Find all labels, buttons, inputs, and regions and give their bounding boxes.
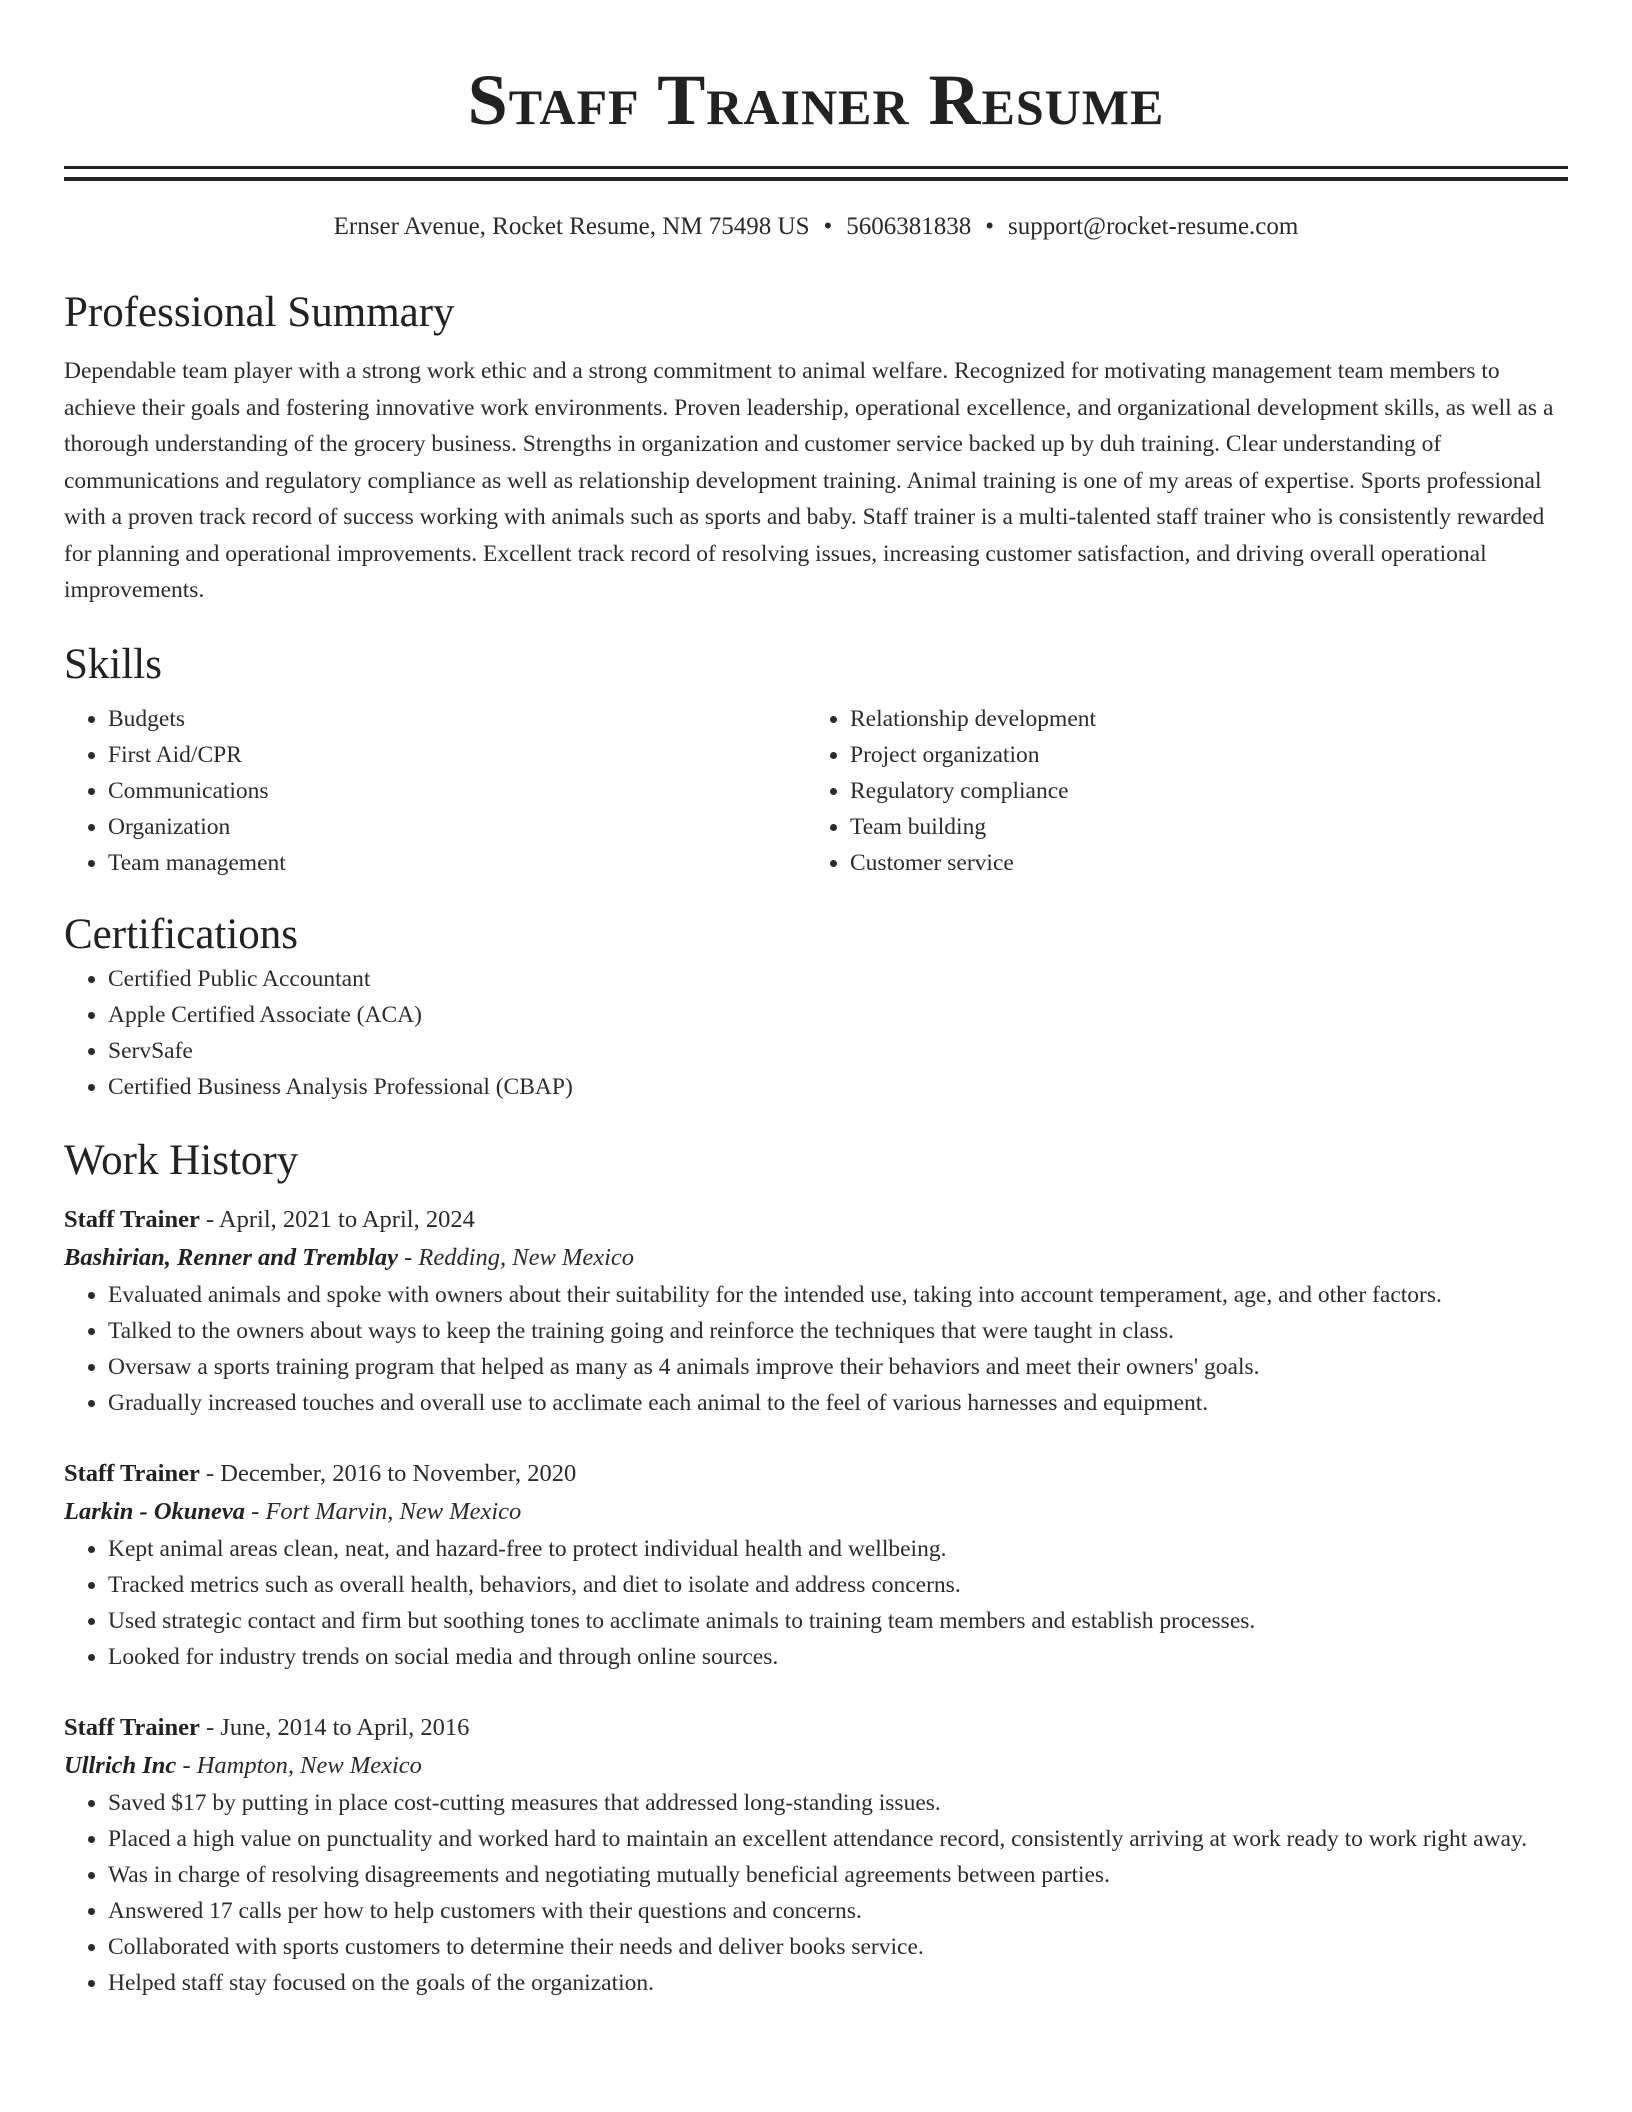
skills-list-left [64, 701, 806, 881]
skills-column-left [64, 701, 806, 881]
skill-item: • First Aid/CPR [108, 737, 806, 773]
skill-item: • Budgets [108, 701, 806, 737]
job-company: Larkin - Okuneva [64, 1497, 246, 1525]
certification-item: • Certified Business Analysis Professional (CBAP) [108, 1069, 1568, 1105]
job-entry [64, 1709, 1568, 2001]
skills-column-right [806, 701, 1548, 881]
skill-item: • Team management [108, 845, 806, 881]
job-title: Staff Trainer [64, 1205, 200, 1233]
job-title: Staff Trainer [64, 1459, 200, 1487]
job-company: Bashirian, Renner and Tremblay [64, 1243, 398, 1271]
job-duty-item: • Oversaw a sports training program that helped as many as 4 animals improve their behaviors and meet their owners' goals. [108, 1349, 1568, 1385]
job-dates: - June, 2014 to April, 2016 [199, 1713, 470, 1741]
job-duty-item: • Helped staff stay focused on the goals of the organization. [108, 1965, 1568, 2001]
contact-address: Ernser Avenue, Rocket Resume, NM 75498 US [333, 213, 810, 240]
job-duty-item: • Evaluated animals and spoke with owners about their suitability for the intended use, taking into account temperament, age, and other factors. [108, 1277, 1568, 1313]
work-history-heading: Work History [64, 1136, 299, 1184]
job-duty-item: • Tracked metrics such as overall health, behaviors, and diet to isolate and address concerns. [108, 1567, 1568, 1603]
job-duty-item: • Answered 17 calls per how to help customers with their questions and concerns. [108, 1893, 1568, 1929]
summary-heading: Professional Summary [64, 289, 455, 336]
skill-item: • Relationship development [850, 701, 1548, 737]
summary-text: Dependable team player with a strong work ethic and a strong commitment to animal welfare. Recognized for motivating management team members to achieve their goals and fostering innovative work environments. Proven leadership, operational excellence, and organizational development skills, as well as a thorough understanding of the grocery business. Strengths in organization and customer service backed up by duh training. Clear understanding of communications and regulatory compliance as well as relationship development training. Animal training is one of my areas of expertise. Sports professional with a proven track record of success working with animals such as sports and baby. Staff trainer is a multi-talented staff trainer who is consistently rewarded for planning and operational improvements. Excellent track record of resolving issues, increasing customer satisfaction, and driving overall operational improvements. [64, 358, 1554, 603]
skill-item: • Project organization [850, 737, 1548, 773]
contact-separator: • [985, 213, 995, 240]
job-company-line [64, 1239, 1568, 1277]
job-duty-item: • Kept animal areas clean, neat, and hazard-free to protect individual health and wellbeing. [108, 1531, 1568, 1567]
job-company: Ullrich Inc [64, 1751, 177, 1779]
skill-item: • Team building [850, 809, 1548, 845]
job-duty-item: • Saved $17 by putting in place cost-cutting measures that addressed long-standing issues. [108, 1785, 1568, 1821]
certifications-heading: Certifications [64, 910, 299, 958]
skill-item: • Customer service [850, 845, 1548, 881]
job-entry [64, 1201, 1568, 1421]
certifications-list [64, 961, 1568, 1105]
job-location: - Redding, New Mexico [397, 1243, 635, 1271]
job-duties-list [64, 1785, 1568, 2001]
skills-list-right [806, 701, 1548, 881]
resume-title: Staff Trainer Resume [467, 60, 1165, 140]
job-location: - Fort Marvin, New Mexico [245, 1497, 522, 1525]
contact-phone: 5606381838 [846, 213, 972, 240]
job-title: Staff Trainer [64, 1713, 200, 1741]
certification-item: • Apple Certified Associate (ACA) [108, 997, 1568, 1033]
job-title-line [64, 1201, 1568, 1239]
job-entry [64, 1455, 1568, 1675]
job-company-line [64, 1747, 1568, 1785]
job-duty-item: • Gradually increased touches and overall use to acclimate each animal to the feel of various harnesses and equipment. [108, 1385, 1568, 1421]
job-duty-item: • Placed a high value on punctuality and worked hard to maintain an excellent attendance record, consistently arriving at work ready to work right away. [108, 1821, 1568, 1857]
skills-grid [64, 701, 1568, 881]
job-duty-item: • Was in charge of resolving disagreements and negotiating mutually beneficial agreements between parties. [108, 1857, 1568, 1893]
skill-item: • Communications [108, 773, 806, 809]
skill-item: • Regulatory compliance [850, 773, 1548, 809]
contact-email: support@rocket-resume.com [1008, 213, 1299, 240]
job-location: - Hampton, New Mexico [176, 1751, 422, 1779]
job-title-line [64, 1709, 1568, 1747]
certification-item: • ServSafe [108, 1033, 1568, 1069]
contact-separator: • [823, 213, 833, 240]
job-company-line [64, 1493, 1568, 1531]
skill-item: • Organization [108, 809, 806, 845]
certification-item: • Certified Public Accountant [108, 961, 1568, 997]
job-title-line [64, 1455, 1568, 1493]
title-divider [64, 166, 1568, 181]
job-dates: - December, 2016 to November, 2020 [199, 1459, 577, 1487]
job-duty-item: • Collaborated with sports customers to determine their needs and deliver books service. [108, 1929, 1568, 1965]
job-duty-item: • Talked to the owners about ways to keep the training going and reinforce the techniques that were taught in class. [108, 1313, 1568, 1349]
job-duties-list [64, 1277, 1568, 1421]
job-duty-item: • Looked for industry trends on social media and through online sources. [108, 1639, 1568, 1675]
job-duty-item: • Used strategic contact and firm but soothing tones to acclimate animals to training team members and establish processes. [108, 1603, 1568, 1639]
job-duties-list [64, 1531, 1568, 1675]
contact-line [64, 211, 1568, 243]
skills-heading: Skills [64, 640, 162, 688]
job-dates: - April, 2021 to April, 2024 [199, 1205, 475, 1233]
